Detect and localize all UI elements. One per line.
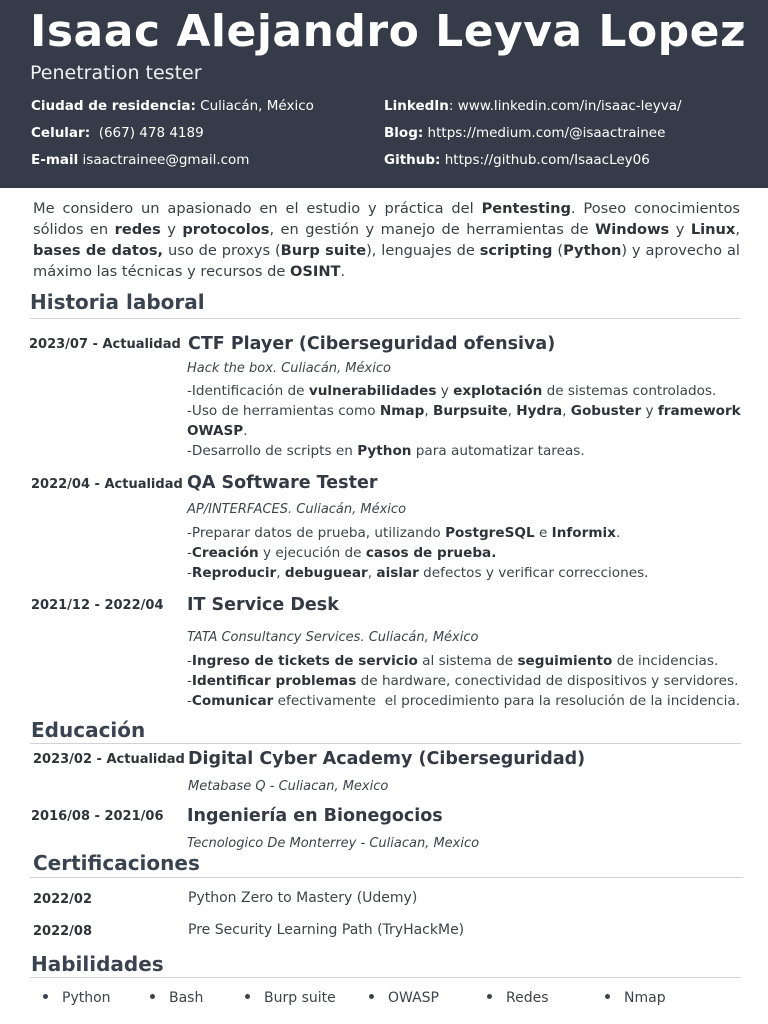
skill-item: [245, 990, 336, 1006]
bullet-dot-icon: [43, 994, 48, 999]
summary-keyword: Python: [563, 242, 622, 259]
job-company: Hack the box. Culiacán, México: [187, 361, 391, 376]
github-label: Github:: [384, 152, 441, 168]
person-name: Isaac Alejandro Leyva Lopez: [30, 6, 747, 57]
summary-keyword: redes: [114, 221, 161, 238]
city-label: Ciudad de residencia:: [31, 98, 196, 114]
education-date: 2023/02 - Actualidad: [33, 752, 185, 767]
cert-date: 2022/02: [33, 892, 93, 907]
job-title: IT Service Desk: [187, 595, 339, 615]
job-bullet: -Ingreso de tickets de servicio al sistema de seguimiento de incidencias.: [187, 653, 719, 669]
summary-text: y: [669, 221, 691, 238]
summary-text: Me considero un apasionado en el estudio y práctica del: [33, 200, 482, 217]
section-title-skills: Habilidades: [31, 952, 164, 976]
phone-value: (667) 478 4189: [90, 125, 204, 141]
skill-label: Bash: [169, 990, 204, 1006]
section-divider: [30, 877, 743, 878]
summary-text: ,: [735, 221, 740, 238]
summary-keyword: Linux: [690, 221, 736, 238]
skill-item: [150, 990, 203, 1006]
skill-item: [43, 990, 111, 1006]
skill-item: [369, 990, 439, 1006]
summary-keyword: scripting: [479, 242, 553, 259]
job-bullet: -Creación y ejecución de casos de prueba.: [187, 545, 497, 561]
summary-text: uso de proxys (: [163, 242, 281, 259]
linkedin-contact[interactable]: [384, 98, 682, 114]
job-date: 2022/04 - Actualidad: [31, 477, 183, 492]
job-company: TATA Consultancy Services. Culiacán, México: [187, 630, 479, 645]
summary-keyword: Windows: [595, 221, 670, 238]
city-contact: [31, 98, 314, 114]
job-bullet: -Reproducir, debuguear, aislar defectos y verificar correcciones.: [187, 565, 649, 581]
education-date: 2016/08 - 2021/06: [31, 809, 164, 824]
blog-link[interactable]: https://medium.com/@isaactrainee: [423, 125, 666, 141]
section-divider: [30, 743, 741, 744]
bullet-dot-icon: [487, 994, 492, 999]
bullet-dot-icon: [150, 994, 155, 999]
summary-text: . Poseo conocimientos sólidos en: [33, 200, 740, 238]
bullet-dot-icon: [605, 994, 610, 999]
job-bullet: -Comunicar efectivamente el procedimiento para la resolución de la incidencia.: [187, 693, 741, 709]
skill-label: OWASP: [388, 990, 440, 1006]
skill-label: Burp suite: [264, 990, 336, 1006]
summary-keyword: Pentesting: [481, 200, 571, 217]
summary-keyword: protocolos: [182, 221, 270, 238]
profile-summary: [33, 198, 740, 282]
job-role: Penetration tester: [30, 62, 202, 84]
skill-label: Python: [62, 990, 111, 1006]
summary-text: ), lenguajes de: [366, 242, 480, 259]
summary-text: y: [160, 221, 183, 238]
summary-keyword: OSINT: [289, 263, 341, 280]
phone-contact: [31, 125, 204, 141]
section-divider: [30, 977, 741, 978]
blog-label: Blog:: [384, 125, 424, 141]
section-title-certifications: Certificaciones: [33, 851, 200, 875]
job-bullet: -Desarrollo de scripts en Python para automatizar tareas.: [187, 443, 585, 459]
linkedin-label: LinkedIn: [384, 98, 449, 114]
skill-label: Nmap: [624, 990, 666, 1006]
header: [0, 0, 768, 188]
city-value: Culiacán, México: [195, 98, 314, 114]
bullet-dot-icon: [245, 994, 250, 999]
summary-text: ) y aprovecho al máximo las técnicas y recursos de: [33, 242, 740, 280]
cert-name: Pre Security Learning Path (TryHackMe): [188, 922, 465, 938]
github-link[interactable]: https://github.com/IsaacLey06: [440, 152, 650, 168]
education-place: Tecnologico De Monterrey - Culiacan, Mexico: [187, 836, 480, 851]
email-contact[interactable]: [31, 152, 249, 168]
education-title: Ingeniería en Bionegocios: [187, 806, 443, 826]
job-bullet: -Identificar problemas de hardware, conectividad de dispositivos y servidores.: [187, 673, 739, 689]
section-divider: [30, 318, 740, 319]
email-label: E-mail: [31, 152, 79, 168]
job-bullet: -Uso de herramientas como Nmap, Burpsuite, Hydra, Gobuster y framework: [187, 403, 741, 419]
summary-text: , en gestión y manejo de herramientas de: [269, 221, 596, 238]
job-title: CTF Player (Ciberseguridad ofensiva): [188, 334, 556, 354]
summary-keyword: Burp suite: [280, 242, 367, 259]
cert-name: Python Zero to Mastery (Udemy): [188, 890, 418, 906]
education-title: Digital Cyber Academy (Ciberseguridad): [188, 749, 586, 769]
section-title-education: Educación: [31, 718, 146, 742]
bullet-dot-icon: [369, 994, 374, 999]
email-value[interactable]: isaactrainee@gmail.com: [78, 152, 250, 168]
job-bullet: -Preparar datos de prueba, utilizando PostgreSQL e Informix.: [187, 525, 621, 541]
github-contact[interactable]: [384, 152, 650, 168]
job-title: QA Software Tester: [187, 473, 378, 493]
summary-text: .: [340, 263, 346, 280]
summary-keyword: bases de datos,: [33, 242, 164, 259]
job-date: 2023/07 - Actualidad: [29, 337, 181, 352]
skill-label: Redes: [506, 990, 549, 1006]
linkedin-link[interactable]: : www.linkedin.com/in/isaac-leyva/: [448, 98, 682, 114]
job-date: 2021/12 - 2022/04: [31, 598, 164, 613]
job-bullet: OWASP.: [187, 423, 248, 439]
skill-item: [487, 990, 549, 1006]
education-place: Metabase Q - Culiacan, Mexico: [188, 779, 389, 794]
cert-date: 2022/08: [33, 924, 93, 939]
section-title-work: Historia laboral: [30, 290, 205, 314]
job-company: AP/INTERFACES. Culiacán, México: [187, 502, 407, 517]
phone-label: Celular:: [31, 125, 91, 141]
job-bullet: -Identificación de vulnerabilidades y explotación de sistemas controlados.: [187, 383, 717, 399]
blog-contact[interactable]: [384, 125, 665, 141]
skill-item: [605, 990, 666, 1006]
summary-text: (: [552, 242, 564, 259]
